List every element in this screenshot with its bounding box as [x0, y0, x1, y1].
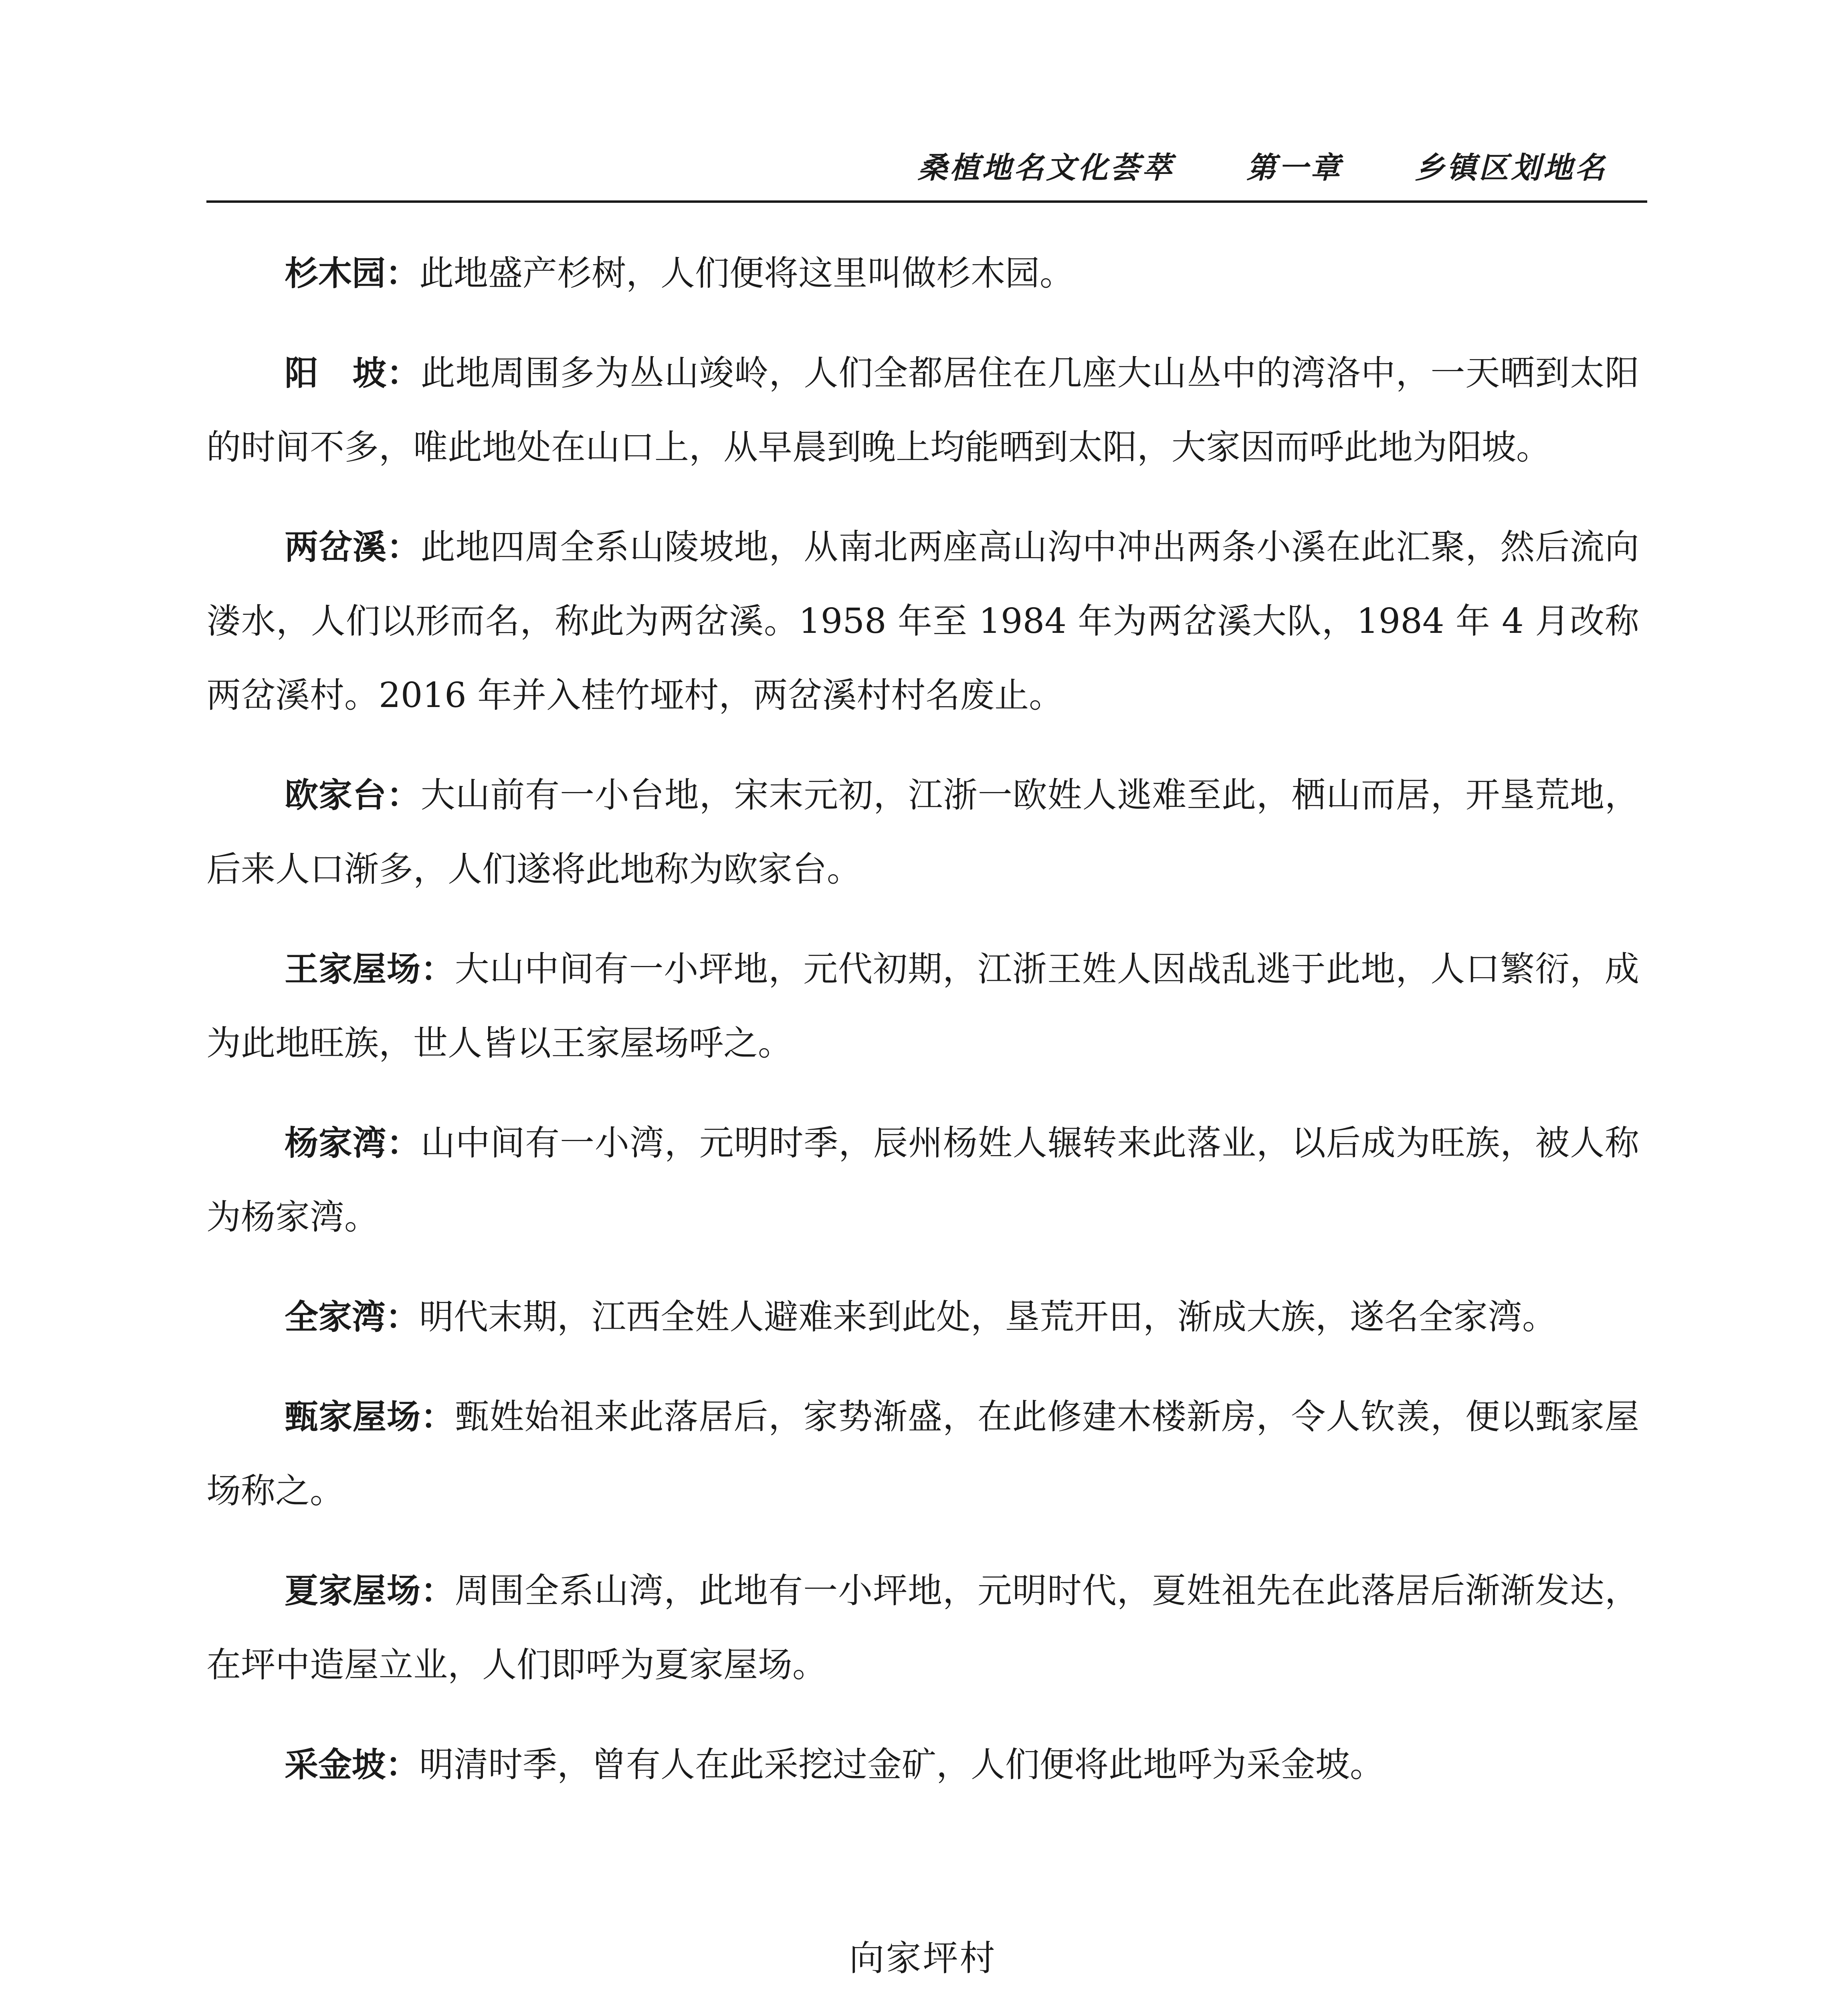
entry-term: 杨家湾：	[285, 1123, 421, 1163]
running-header	[206, 140, 1647, 203]
entry-term: 甄家屋场：	[285, 1397, 455, 1436]
entry-term: 欧家台：	[285, 776, 421, 815]
entry-text: 山中间有一小湾，元明时季，辰州杨姓人辗转来此落业，以后成为旺族，被人称为杨家湾。	[206, 1123, 1639, 1237]
section-label: 乡镇区划地名	[1415, 151, 1607, 185]
entry-quanjiawan	[206, 1280, 1639, 1354]
entry-text: 大山前有一小台地，宋末元初，江浙一欧姓人逃难至此，栖山而居，开垦荒地，后来人口渐多，人们遂将此地称为欧家台。	[206, 775, 1639, 889]
entry-term: 全家湾：	[285, 1297, 420, 1337]
chapter-label: 第一章	[1246, 151, 1343, 185]
entry-text: 此地盛产杉树，人们便将这里叫做杉木园。	[419, 253, 1074, 293]
entry-text: 大山中间有一小坪地，元代初期，江浙王姓人因战乱逃于此地，人口繁衍，成为此地旺族，世人皆以王家屋场呼之。	[206, 949, 1639, 1063]
entry-text: 明代末期，江西全姓人避难来到此处，垦荒开田，渐成大族，遂名全家湾。	[419, 1297, 1557, 1337]
entry-wangjiawuchang	[206, 932, 1639, 1081]
entry-text: 明清时季，曾有人在此采挖过金矿，人们便将此地呼为采金坡。	[419, 1745, 1385, 1785]
entry-yangpo	[206, 336, 1639, 485]
entry-shamuyuan	[206, 236, 1639, 311]
entry-zhenjiawuchang	[206, 1380, 1639, 1528]
header-text	[918, 144, 1607, 187]
entry-text: 周围全系山湾，此地有一小坪地，元明时代，夏姓祖先在此落居后渐渐发达，在坪中造屋立业，人们即呼为夏家屋场。	[206, 1571, 1639, 1685]
entry-yangjiawan	[206, 1106, 1639, 1255]
entry-term: 阳 坡：	[285, 354, 421, 393]
entry-text: 此地四周全系山陵坡地，从南北两座高山沟中冲出两条小溪在此汇聚，然后流向溇水，人们以形而名，称此为两岔溪。1958 年至 1984 年为两岔溪大队，1984 年 4 月改称两岔溪村。2016 年并入桂竹垭村，两岔溪村村名废止。	[206, 527, 1639, 715]
entry-liangchaxi	[206, 510, 1639, 733]
entry-term: 杉木园：	[285, 254, 420, 293]
entry-term: 王家屋场：	[285, 949, 455, 989]
entry-oujiatai	[206, 758, 1639, 907]
entry-term: 采金坡：	[285, 1745, 420, 1784]
book-title: 桑植地名文化荟萃	[918, 151, 1174, 185]
entry-caijinpo	[206, 1728, 1639, 1802]
entry-text: 甄姓始祖来此落居后，家势渐盛，在此修建木楼新房，令人钦羡，便以甄家屋场称之。	[206, 1397, 1639, 1511]
entry-term: 两岔溪：	[285, 527, 421, 567]
entry-xiajiawuchang	[206, 1554, 1639, 1702]
page-content	[206, 236, 1639, 2004]
entry-text: 此地周围多为丛山竣岭，人们全都居住在几座大山丛中的湾洛中，一天晒到太阳的时间不多，唯此地处在山口上，从早晨到晚上均能晒到太阳，大家因而呼此地为阳坡。	[206, 353, 1639, 467]
entry-term: 夏家屋场：	[285, 1571, 455, 1610]
section-heading: 向家坪村	[849, 1937, 997, 1979]
